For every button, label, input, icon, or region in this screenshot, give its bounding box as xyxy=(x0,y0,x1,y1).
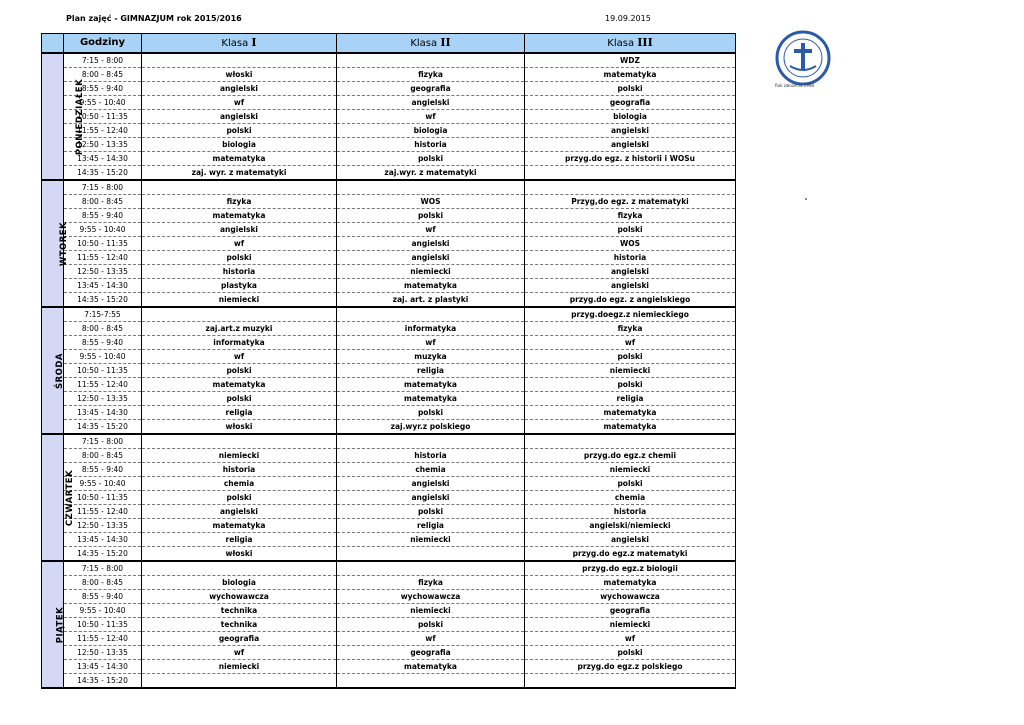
time-cell: 8:00 - 8:45 xyxy=(64,68,142,82)
table-row xyxy=(42,590,736,604)
class-3-cell: geografia xyxy=(525,604,736,618)
time-cell: 8:00 - 8:45 xyxy=(64,449,142,463)
class-2-cell: matematyka xyxy=(337,378,525,392)
class-3-cell: wf xyxy=(525,336,736,350)
class-2-cell: religia xyxy=(337,519,525,533)
class-3-cell: przyg.do egz.z matematyki xyxy=(525,547,736,562)
time-cell: 9:55 - 10:40 xyxy=(64,350,142,364)
class-1-cell: informatyka xyxy=(142,336,337,350)
table-row xyxy=(42,477,736,491)
class-1-cell: wf xyxy=(142,350,337,364)
class-1-cell: matematyka xyxy=(142,519,337,533)
table-row xyxy=(42,406,736,420)
class-3-cell: polski xyxy=(525,646,736,660)
class-2-cell: geografia xyxy=(337,646,525,660)
class-2-cell: historia xyxy=(337,138,525,152)
day-label-cell xyxy=(42,180,70,307)
class-1-cell: wf xyxy=(142,237,337,251)
class-1-cell xyxy=(142,307,337,322)
class-1-cell: polski xyxy=(142,124,337,138)
class-3-cell xyxy=(525,434,736,449)
class-2-cell: historia xyxy=(337,449,525,463)
class-1-cell: technika xyxy=(142,618,337,632)
stray-mark xyxy=(805,198,807,200)
schedule-table xyxy=(41,33,736,689)
document-date: 19.09.2015 xyxy=(605,14,651,23)
table-row xyxy=(42,293,736,308)
class-3-cell: matematyka xyxy=(525,576,736,590)
class-2-cell: WOS xyxy=(337,195,525,209)
table-row xyxy=(42,449,736,463)
class-3-cell: przyg.do egz.z chemii xyxy=(525,449,736,463)
table-row xyxy=(42,491,736,505)
class-1-cell: wychowawcza xyxy=(142,590,337,604)
class-3-cell: WDZ xyxy=(525,53,736,68)
day-label-cell xyxy=(42,434,76,561)
class-2-cell: fizyka xyxy=(337,576,525,590)
time-cell: 8:00 - 8:45 xyxy=(64,195,142,209)
table-row xyxy=(42,110,736,124)
class-2-cell: informatyka xyxy=(337,322,525,336)
class-1-cell: matematyka xyxy=(142,152,337,166)
class-3-cell: angielski xyxy=(525,124,736,138)
table-row xyxy=(42,68,736,82)
class-3-cell: angielski/niemiecki xyxy=(525,519,736,533)
class-2-cell: matematyka xyxy=(337,660,525,674)
class-1-cell: historia xyxy=(142,265,337,279)
table-row xyxy=(42,392,736,406)
table-row xyxy=(42,82,736,96)
table-row xyxy=(42,322,736,336)
class-3-cell: religia xyxy=(525,392,736,406)
day-label: ŚRODA xyxy=(55,352,66,389)
class-2-cell: muzyka xyxy=(337,350,525,364)
class-3-cell: biologia xyxy=(525,110,736,124)
logo-caption: Ruk założenia 1998 xyxy=(775,83,814,88)
time-cell: 10:50 - 11:35 xyxy=(64,237,142,251)
class-3-cell: przyg.do egz.z biologii xyxy=(525,561,736,576)
table-row xyxy=(42,547,736,562)
table-row xyxy=(42,307,736,322)
class-2-cell: religia xyxy=(337,364,525,378)
class-1-cell: zaj. wyr. z matematyki xyxy=(142,166,337,181)
time-cell: 14:35 - 15:20 xyxy=(64,293,142,308)
time-cell: 13:45 - 14:30 xyxy=(64,152,142,166)
class-3-cell: historia xyxy=(525,251,736,265)
time-cell: 10:50 - 11:35 xyxy=(64,618,142,632)
time-cell: 8:55 - 9:40 xyxy=(64,209,142,223)
time-cell: 8:55 - 9:40 xyxy=(64,463,142,477)
time-cell: 9:55 - 10:40 xyxy=(64,477,142,491)
day-label: PONIEDZIAŁEK xyxy=(75,78,86,155)
time-cell: 7:15 - 8:00 xyxy=(64,434,142,449)
class-1-cell: włoski xyxy=(142,68,337,82)
table-row xyxy=(42,604,736,618)
class-2-cell: matematyka xyxy=(337,279,525,293)
class-2-cell xyxy=(337,307,525,322)
class-3-cell: Przyg,do egz. z matematyki xyxy=(525,195,736,209)
time-cell: 11:55 - 12:40 xyxy=(64,632,142,646)
schedule-body xyxy=(42,53,736,688)
class-1-cell: wf xyxy=(142,646,337,660)
class-1-cell: historia xyxy=(142,463,337,477)
class-2-cell: niemiecki xyxy=(337,604,525,618)
time-cell: 11:55 - 12:40 xyxy=(64,505,142,519)
time-column-header: Godziny xyxy=(64,34,142,54)
day-label-cell xyxy=(42,307,64,434)
class-2-cell: angielski xyxy=(337,96,525,110)
class-3-cell: polski xyxy=(525,477,736,491)
class-1-cell xyxy=(142,53,337,68)
class-2-cell: biologia xyxy=(337,124,525,138)
table-row xyxy=(42,618,736,632)
class-1-cell: wf xyxy=(142,96,337,110)
class-1-cell: matematyka xyxy=(142,378,337,392)
table-row xyxy=(42,350,736,364)
time-cell: 9:55 - 10:40 xyxy=(64,223,142,237)
class-2-cell xyxy=(337,180,525,195)
class-2-cell: niemiecki xyxy=(337,533,525,547)
class-1-cell: biologia xyxy=(142,576,337,590)
table-row xyxy=(42,463,736,477)
time-cell: 9:55 - 10:40 xyxy=(64,604,142,618)
class-1-column-header: Klasa I xyxy=(142,34,337,54)
class-1-cell: geografia xyxy=(142,632,337,646)
class-2-cell: angielski xyxy=(337,237,525,251)
class-2-cell xyxy=(337,434,525,449)
time-cell: 12:50 - 13:35 xyxy=(64,392,142,406)
table-row xyxy=(42,251,736,265)
class-1-cell xyxy=(142,674,337,689)
class-3-cell: chemia xyxy=(525,491,736,505)
class-3-cell: angielski xyxy=(525,279,736,293)
class-3-cell: niemiecki xyxy=(525,364,736,378)
day-label: CZWARTEK xyxy=(65,469,76,526)
class-2-cell: wf xyxy=(337,110,525,124)
class-3-cell: polski xyxy=(525,378,736,392)
time-cell: 13:45 - 14:30 xyxy=(64,660,142,674)
class-3-cell: polski xyxy=(525,350,736,364)
day-label: PIĄTEK xyxy=(55,606,66,643)
class-3-cell: matematyka xyxy=(525,406,736,420)
table-row xyxy=(42,209,736,223)
class-2-cell: angielski xyxy=(337,491,525,505)
class-2-cell: polski xyxy=(337,505,525,519)
time-cell: 8:55 - 9:40 xyxy=(64,590,142,604)
table-row xyxy=(42,364,736,378)
class-2-cell: niemiecki xyxy=(337,265,525,279)
class-2-cell: polski xyxy=(337,618,525,632)
time-cell: 8:00 - 8:45 xyxy=(64,322,142,336)
class-3-cell: przyg.doegz.z niemieckiego xyxy=(525,307,736,322)
class-1-cell: plastyka xyxy=(142,279,337,293)
table-row xyxy=(42,180,736,195)
class-1-cell: angielski xyxy=(142,223,337,237)
class-1-cell: zaj.art.z muzyki xyxy=(142,322,337,336)
class-1-cell: angielski xyxy=(142,505,337,519)
class-3-cell: historia xyxy=(525,505,736,519)
time-cell: 12:50 - 13:35 xyxy=(64,138,142,152)
time-cell: 11:55 - 12:40 xyxy=(64,378,142,392)
class-3-column-header: Klasa III xyxy=(525,34,736,54)
table-row xyxy=(42,237,736,251)
table-row xyxy=(42,561,736,576)
document-title: Plan zajęć - GIMNAZJUM rok 2015/2016 xyxy=(66,14,242,23)
time-cell: 12:50 - 13:35 xyxy=(64,519,142,533)
class-3-cell: WOS xyxy=(525,237,736,251)
class-3-cell: angielski xyxy=(525,265,736,279)
class-3-cell: angielski xyxy=(525,533,736,547)
class-3-cell: niemiecki xyxy=(525,463,736,477)
class-1-cell: włoski xyxy=(142,420,337,435)
class-3-cell: niemiecki xyxy=(525,618,736,632)
time-cell: 10:50 - 11:35 xyxy=(64,110,142,124)
class-3-cell: przyg.do egz. z angielskiego xyxy=(525,293,736,308)
class-2-cell xyxy=(337,547,525,562)
table-row xyxy=(42,223,736,237)
class-3-cell: matematyka xyxy=(525,68,736,82)
class-3-cell: wychowawcza xyxy=(525,590,736,604)
class-2-cell: zaj.wyr.z polskiego xyxy=(337,420,525,435)
table-row xyxy=(42,124,736,138)
class-3-cell xyxy=(525,166,736,181)
class-2-cell xyxy=(337,561,525,576)
table-row xyxy=(42,96,736,110)
class-1-cell xyxy=(142,434,337,449)
class-2-cell: polski xyxy=(337,406,525,420)
class-1-cell: niemiecki xyxy=(142,293,337,308)
class-1-cell: fizyka xyxy=(142,195,337,209)
time-cell: 12:50 - 13:35 xyxy=(64,646,142,660)
class-1-cell: niemiecki xyxy=(142,660,337,674)
class-3-cell: fizyka xyxy=(525,322,736,336)
table-row xyxy=(42,279,736,293)
class-2-cell: polski xyxy=(337,209,525,223)
class-1-cell xyxy=(142,180,337,195)
table-header-row xyxy=(42,34,736,54)
time-cell: 8:55 - 9:40 xyxy=(64,82,142,96)
class-1-cell: polski xyxy=(142,364,337,378)
table-row xyxy=(42,152,736,166)
time-cell: 9:55 - 10:40 xyxy=(64,96,142,110)
class-3-cell xyxy=(525,180,736,195)
table-row xyxy=(42,53,736,68)
table-row xyxy=(42,533,736,547)
class-2-cell: wychowawcza xyxy=(337,590,525,604)
time-cell: 11:55 - 12:40 xyxy=(64,251,142,265)
class-1-cell: matematyka xyxy=(142,209,337,223)
class-2-cell: wf xyxy=(337,632,525,646)
time-cell: 11:55 - 12:40 xyxy=(64,124,142,138)
time-cell: 13:45 - 14:30 xyxy=(64,406,142,420)
table-row xyxy=(42,265,736,279)
day-label: WTOREK xyxy=(59,221,70,266)
class-1-cell: włoski xyxy=(142,547,337,562)
time-cell: 14:35 - 15:20 xyxy=(64,674,142,689)
class-3-cell: matematyka xyxy=(525,420,736,435)
table-row xyxy=(42,519,736,533)
class-2-cell: matematyka xyxy=(337,392,525,406)
table-row xyxy=(42,166,736,181)
time-cell: 10:50 - 11:35 xyxy=(64,364,142,378)
class-1-cell: technika xyxy=(142,604,337,618)
time-cell: 7:15-7:55 xyxy=(64,307,142,322)
time-cell: 14:35 - 15:20 xyxy=(64,547,142,562)
class-1-cell: polski xyxy=(142,491,337,505)
table-row xyxy=(42,378,736,392)
day-header-cell xyxy=(42,34,64,54)
table-row xyxy=(42,674,736,689)
class-1-cell: niemiecki xyxy=(142,449,337,463)
class-1-cell xyxy=(142,561,337,576)
class-2-cell: zaj.wyr. z matematyki xyxy=(337,166,525,181)
class-2-cell: zaj. art. z plastyki xyxy=(337,293,525,308)
time-cell: 12:50 - 13:35 xyxy=(64,265,142,279)
time-cell: 8:00 - 8:45 xyxy=(64,576,142,590)
table-row xyxy=(42,646,736,660)
table-row xyxy=(42,138,736,152)
table-row xyxy=(42,434,736,449)
table-row xyxy=(42,660,736,674)
class-3-cell: polski xyxy=(525,223,736,237)
class-1-cell: polski xyxy=(142,251,337,265)
class-1-cell: angielski xyxy=(142,82,337,96)
class-3-cell: przyg.do egz. z historii i WOSu xyxy=(525,152,736,166)
class-1-cell: religia xyxy=(142,533,337,547)
time-cell: 10:50 - 11:35 xyxy=(64,491,142,505)
class-2-cell xyxy=(337,53,525,68)
time-cell: 8:55 - 9:40 xyxy=(64,336,142,350)
class-1-cell: polski xyxy=(142,392,337,406)
table-row xyxy=(42,336,736,350)
class-2-cell: angielski xyxy=(337,251,525,265)
class-2-column-header: Klasa II xyxy=(337,34,525,54)
time-cell: 7:15 - 8:00 xyxy=(64,53,142,68)
class-2-cell: polski xyxy=(337,152,525,166)
time-cell: 14:35 - 15:20 xyxy=(64,420,142,435)
time-cell: 7:15 - 8:00 xyxy=(64,180,142,195)
table-row xyxy=(42,195,736,209)
day-label-cell xyxy=(42,561,64,688)
class-2-cell: chemia xyxy=(337,463,525,477)
class-3-cell xyxy=(525,674,736,689)
class-3-cell: angielski xyxy=(525,138,736,152)
class-3-cell: wf xyxy=(525,632,736,646)
table-row xyxy=(42,576,736,590)
time-cell: 13:45 - 14:30 xyxy=(64,279,142,293)
class-3-cell: przyg.do egz.z polskiego xyxy=(525,660,736,674)
class-2-cell: fizyka xyxy=(337,68,525,82)
class-2-cell: wf xyxy=(337,223,525,237)
table-row xyxy=(42,632,736,646)
class-2-cell: wf xyxy=(337,336,525,350)
class-1-cell: chemia xyxy=(142,477,337,491)
table-row xyxy=(42,420,736,435)
class-2-cell: geografia xyxy=(337,82,525,96)
class-2-cell xyxy=(337,674,525,689)
class-1-cell: biologia xyxy=(142,138,337,152)
class-3-cell: fizyka xyxy=(525,209,736,223)
class-1-cell: angielski xyxy=(142,110,337,124)
class-3-cell: polski xyxy=(525,82,736,96)
class-2-cell: angielski xyxy=(337,477,525,491)
time-cell: 7:15 - 8:00 xyxy=(64,561,142,576)
table-row xyxy=(42,505,736,519)
class-3-cell: geografia xyxy=(525,96,736,110)
time-cell: 13:45 - 14:30 xyxy=(64,533,142,547)
day-label-cell xyxy=(42,53,86,180)
class-1-cell: religia xyxy=(142,406,337,420)
time-cell: 14:35 - 15:20 xyxy=(64,166,142,181)
